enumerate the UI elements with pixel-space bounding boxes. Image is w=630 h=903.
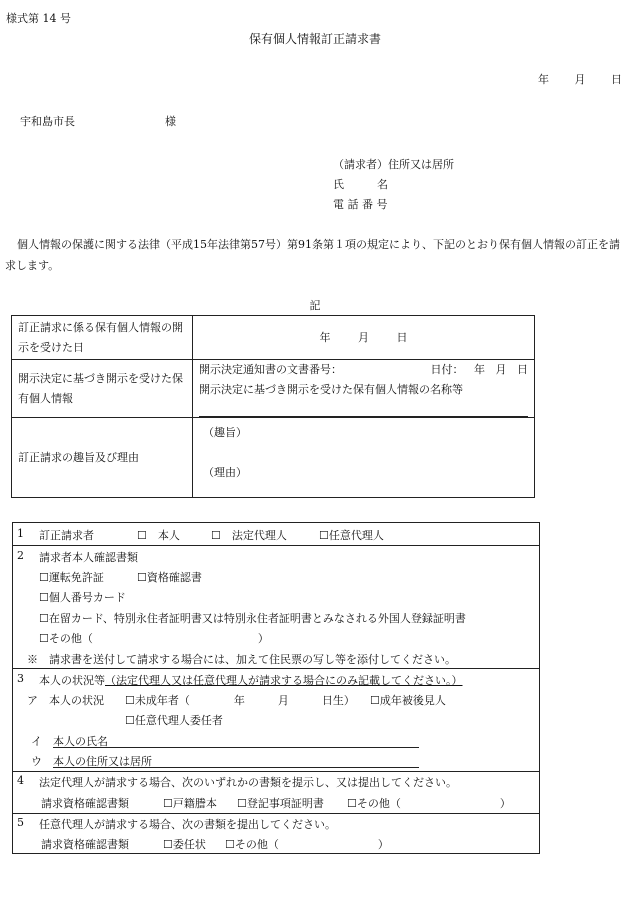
- section3-title: 本人の状況等: [39, 674, 105, 687]
- principal-name-label: 本人の氏名: [53, 735, 108, 748]
- principal-address-line[interactable]: [53, 767, 419, 768]
- section-divider: [13, 545, 539, 546]
- intro-text: 個人情報の保護に関する法律（平成15年法律第57号）第91条第１項の規定により、下記のとおり保有個人情報の訂正を請求します。: [5, 238, 620, 272]
- section1-title: 訂正請求者: [39, 529, 94, 542]
- requester-name-label: 氏 名: [333, 178, 388, 191]
- section5-docs-label: 請求資格確認書類: [41, 838, 129, 851]
- addressee-honorific: 様: [165, 115, 176, 128]
- section4-title: 法定代理人が請求する場合、次のいずれかの書類を提示し、又は提出してください。: [39, 776, 457, 789]
- principal-address-marker: ウ: [31, 755, 42, 768]
- section3-number: 3: [17, 672, 24, 685]
- addressee-name: 宇和島市長: [20, 115, 75, 128]
- section5-title: 任意代理人が請求する場合、次の書類を提出してください。: [39, 818, 336, 831]
- section2-title: 請求者本人確認書類: [39, 551, 138, 564]
- requester-phone-label: 電 話 番 号: [333, 198, 388, 211]
- section4-docs-label: 請求資格確認書類: [41, 797, 129, 810]
- table-row: [12, 418, 535, 498]
- checkbox-principal[interactable]: ☐ 任意代理人委任者: [125, 712, 223, 728]
- principal-address-label: 本人の住所又は居所: [53, 755, 152, 768]
- date-month: 月: [574, 73, 586, 86]
- addressee: [20, 113, 176, 129]
- field-month: 月: [358, 330, 369, 344]
- section4-number: 4: [17, 774, 24, 787]
- purpose-label: （趣旨）: [203, 426, 247, 439]
- date-day: 日: [611, 73, 622, 86]
- reason-label: （理由）: [203, 466, 247, 479]
- notice-number-line: [199, 360, 528, 380]
- checkbox-other-voluntary[interactable]: ☐ その他（ ）: [225, 836, 389, 852]
- requester-details-box: [12, 522, 540, 854]
- section-divider: [13, 668, 539, 669]
- checkbox-other-id[interactable]: ☐ その他（ ）: [39, 630, 269, 646]
- disclosed-info-field[interactable]: [193, 360, 535, 418]
- section5-number: 5: [17, 816, 24, 829]
- section3-heading: [39, 672, 463, 688]
- checkbox-residence-card[interactable]: ☐ 在留カード、特別永住者証明書又は特別永住者証明書とみなされる外国人登録証明書: [39, 610, 466, 626]
- notice-date: 日付： 年 月 日: [430, 363, 528, 376]
- notice-number-label: 開示決定通知書の文書番号：: [199, 363, 342, 376]
- principal-name-marker: イ: [31, 735, 42, 748]
- ki-heading: 記: [309, 299, 321, 312]
- id-docs-note: ※ 請求書を送付して請求する場合には、加えて住民票の写し等を添付してください。: [27, 653, 456, 666]
- page-title: 保有個人情報訂正請求書: [248, 32, 381, 46]
- disclosed-info-label: 開示決定に基づき開示を受けた保有個人情報: [12, 360, 193, 418]
- checkbox-my-number-card[interactable]: ☐ 個人番号カード: [39, 589, 126, 605]
- checkbox-drivers-license[interactable]: ☐ 運転免許証: [39, 569, 104, 585]
- checkbox-family-register[interactable]: ☐ 戸籍謄本: [163, 795, 217, 811]
- checkbox-minor[interactable]: ☐ 未成年者（ 年 月 日生）: [125, 692, 355, 708]
- disclosed-info-name-label: 開示決定に基づき開示を受けた保有個人情報の名称等: [199, 383, 463, 396]
- field-day: 日: [396, 330, 408, 344]
- checkbox-voluntary-rep[interactable]: ☐ 任意代理人: [319, 527, 384, 543]
- table-row: [12, 360, 535, 418]
- checkbox-adult-ward[interactable]: ☐ 成年被後見人: [370, 692, 446, 708]
- purpose-reason-field[interactable]: [193, 418, 535, 498]
- request-date: [516, 71, 622, 87]
- field-year: 年: [319, 330, 331, 344]
- disclosure-date-label: 訂正請求に係る保有個人情報の開示を受けた日: [12, 316, 193, 360]
- checkbox-self[interactable]: ☐ 本人: [137, 527, 180, 543]
- disclosed-info-name-line[interactable]: [199, 402, 528, 417]
- section-divider: [13, 813, 539, 814]
- section2-number: 2: [17, 549, 24, 562]
- principal-name-line[interactable]: [53, 747, 419, 748]
- checkbox-legal-rep[interactable]: ☐ 法定代理人: [211, 527, 287, 543]
- principal-status-label: ア 本人の状況: [27, 694, 104, 707]
- checkbox-qualification-cert[interactable]: ☐ 資格確認書: [137, 569, 202, 585]
- checkbox-power-of-attorney[interactable]: ☐ 委任状: [163, 836, 206, 852]
- requester-block: [333, 155, 454, 215]
- requester-address-label: （請求者）住所又は居所: [333, 158, 454, 171]
- purpose-reason-label: 訂正請求の趣旨及び理由: [12, 418, 193, 498]
- section-divider: [13, 771, 539, 772]
- correction-details-table: [11, 315, 535, 498]
- section1-number: 1: [17, 527, 24, 540]
- table-row: [12, 316, 535, 360]
- form-number: 様式第 14 号: [6, 12, 71, 25]
- disclosure-date-field[interactable]: [193, 316, 535, 360]
- checkbox-registry-cert[interactable]: ☐ 登記事項証明書: [237, 795, 324, 811]
- checkbox-other-legal[interactable]: ☐ その他（ ）: [347, 795, 511, 811]
- date-year: 年: [538, 73, 549, 86]
- section3-title-note: （法定代理人又は任意代理人が請求する場合にのみ記載してください。）: [105, 674, 463, 687]
